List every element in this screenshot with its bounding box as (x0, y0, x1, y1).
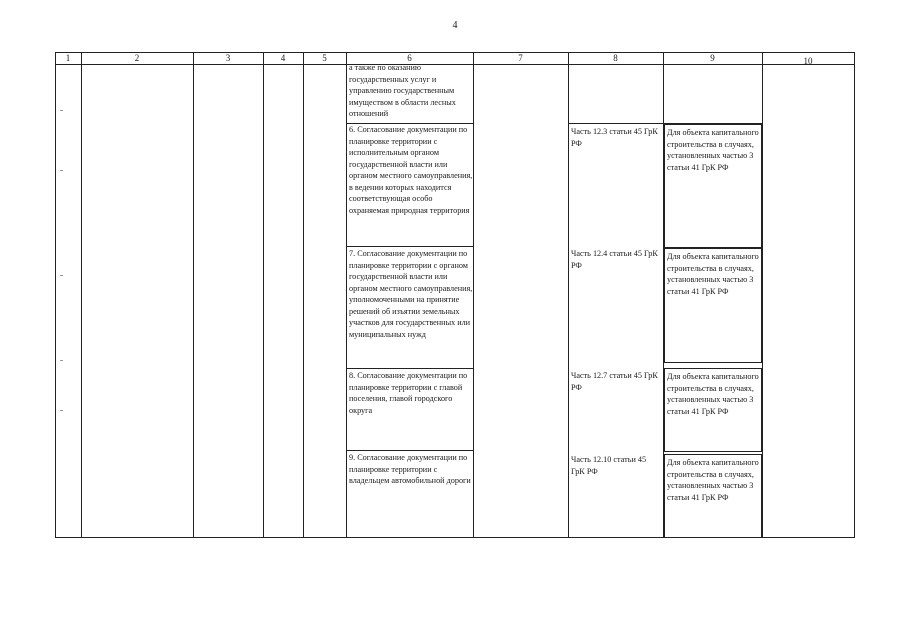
table-row-2-col9: Для объекта капитального строительства в случаях, установленных частью 3 статьи 41 ГрК РФ (664, 124, 762, 248)
table-row-5-col6: 9. Согласование документации по планировке территории с владельцем автомобильной дороги (349, 453, 471, 485)
table-row-3-col9: Для объекта капитального строительства в случаях, установленных частью 3 статьи 41 ГрК РФ (664, 248, 762, 363)
table-row-5-col9: Для объекта капитального строительства в случаях, установленных частью 3 статьи 41 ГрК РФ (664, 454, 762, 538)
column-header-10: 10 (803, 56, 813, 66)
column-header-8: 8 (613, 53, 618, 63)
table-row-5-col8: Часть 12.10 статьи 45 ГрК РФ (571, 455, 647, 476)
column-header-1: 1 (65, 53, 71, 63)
column-header-9: 9 (710, 53, 715, 63)
table-row-2-col8: Часть 12.3 статьи 45 ГрК РФ (571, 127, 658, 148)
page-number: 4 (452, 20, 458, 31)
table-row-1-col6: а также по оказанию государственных услуг и управлению государственным имуществом в области лесных отношений (349, 63, 456, 118)
table-row-4-col6: 8. Согласование документации по планировке территории с главой поселения, главой городского округа (349, 371, 468, 415)
table-row-4-col9: Для объекта капитального строительства в случаях, установленных частью 3 статьи 41 ГрК РФ (664, 368, 762, 452)
column-header-3: 3 (225, 53, 231, 63)
table-row-3-col6: 7. Согласование документации по планировке территории с органом государственной власти или органом местного самоуправления, уполномоченными на принятие решений об изъятии земельных участков для государственных или муниципальных нужд (349, 249, 473, 339)
column-header-5: 5 (322, 53, 327, 63)
table-row-4-col8: Часть 12.7 статьи 45 ГрК РФ (571, 371, 658, 392)
column-header-7: 7 (518, 53, 523, 63)
document-table (55, 52, 855, 538)
table-row-3-col8: Часть 12.4 статьи 45 ГрК РФ (571, 249, 658, 270)
column-header-4: 4 (280, 53, 286, 63)
column-header-6: 6 (407, 53, 412, 63)
column-header-2: 2 (134, 53, 140, 63)
table-row-2-col6: 6. Согласование документации по планировке территории с исполнительным органом государственной власти или органом местного самоуправления, в ведении которых находится соответствующая особо охраняемая природная территория (349, 125, 473, 215)
